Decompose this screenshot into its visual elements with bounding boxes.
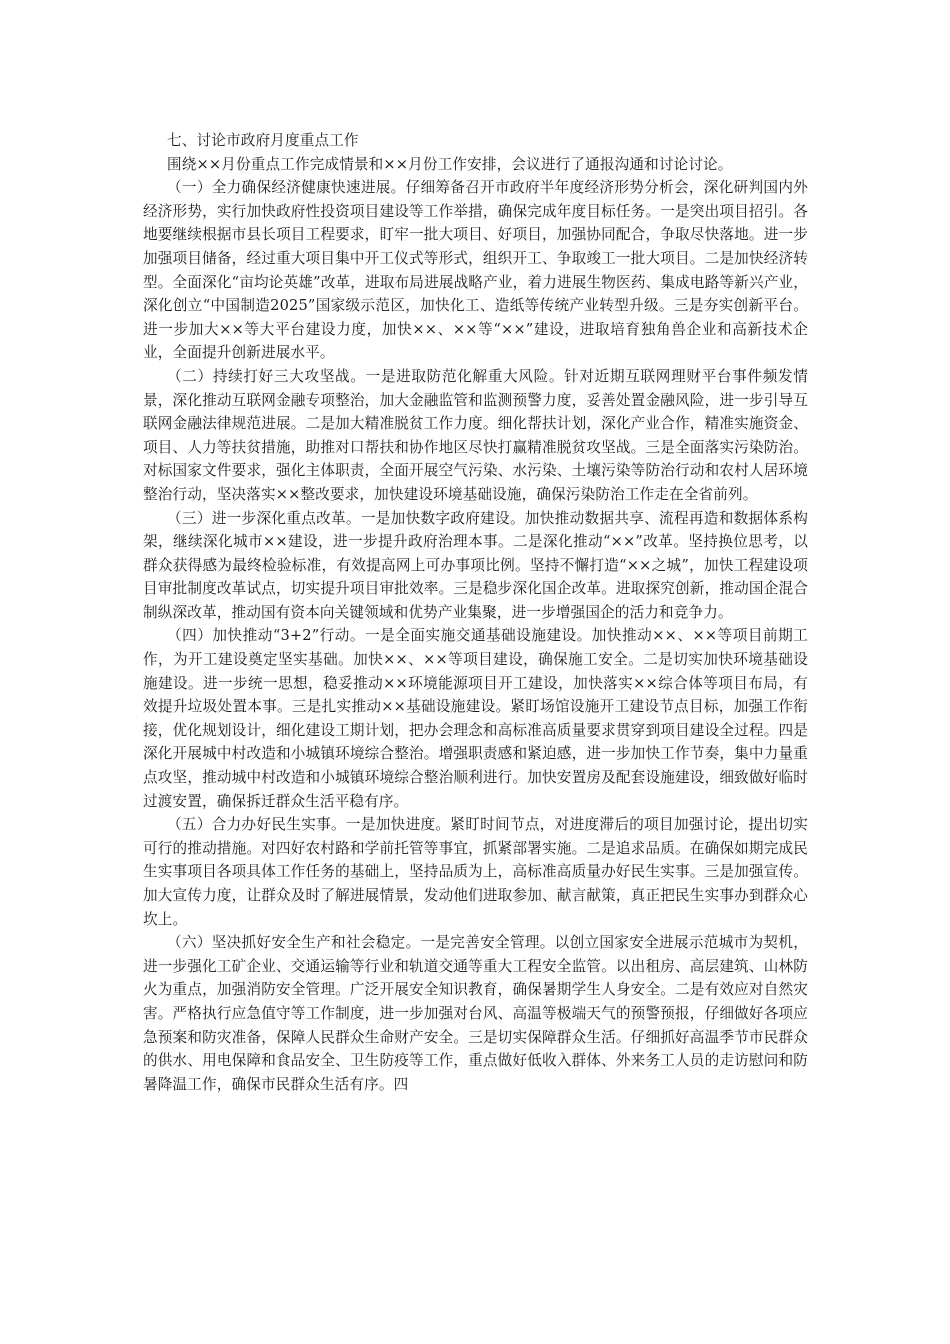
paragraph-livelihood: （五）合力办好民生实事。一是加快进度。紧盯时间节点，对进度滞后的项目加强讨论，提出切实可行的推动措施。对四好农村路和学前托管等事宜，抓紧部署实施。二是追求品质。在确保如期完成民生实事项目各项具体工作任务的基础上，坚持品质为上，高标准高质量办好民生实事。三是加强宣传。加大宣传力度，让群众及时了解进展情景，发动他们进取参加、献言献策，真正把民生实事办到群众心坎上。 bbox=[143, 816, 808, 928]
paragraph-safety-stability: （六）坚决抓好安全生产和社会稳定。一是完善安全管理。以创立国家安全进展示范城市为契机，进一步强化工矿企业、交通运输等行业和轨道交通等重大工程安全监管。以出租房、高层建筑、山林防火为重点，加强消防安全管理。广泛开展安全知识教育，确保暑期学生人身安全。二是有效应对自然灾害。严格执行应急值守等工作制度，进一步加强对台风、高温等极端天气的预警预报，仔细做好各项应急预案和防灾准备，保障人民群众生命财产安全。三是切实保障群众生活。仔细抓好高温季节市民群众的供水、用电保障和食品安全、卫生防疫等工作，重点做好低收入群体、外来务工人员的走访慰问和防暑降温工作，确保市民群众生活有序。四 bbox=[143, 934, 808, 1093]
paragraph-economy: （一）全力确保经济健康快速进展。仔细筹备召开市政府半年度经济形势分析会，深化研判国内外经济形势，实行加快政府性投资项目建设等工作举措，确保完成年度目标任务。一是突出项目招引。各地要继续根据市县长项目工程要求，盯牢一批大项目、好项目，加强协同配合，争取尽快落地。进一步加强项目储备，经过重大项目集中开工仪式等形式，组织开工、争取竣工一批大项目。二是加快经济转型。全面深化“亩均论英雄”改革，进取布局进展战略产业，着力进展生物医药、集成电路等新兴产业，深化创立“中国制造2025”国家级示范区，加快化工、造纸等传统产业转型升级。三是夯实创新平台。进一步加大××等大平台建设力度，加快××、××等“××”建设，进取培育独角兽企业和高新技术企业，全面提升创新进展水平。 bbox=[143, 179, 808, 362]
paragraph-intro: 围绕××月份重点工作完成情景和××月份工作安排，会议进行了通报沟通和讨论讨论。 bbox=[167, 155, 733, 173]
document-body bbox=[143, 129, 808, 1096]
section-title: 七、讨论市政府月度重点工作 bbox=[167, 132, 359, 149]
paragraph-three-battles: （二）持续打好三大攻坚战。一是进取防范化解重大风险。针对近期互联网理财平台事件频发情景，深化推动互联网金融专项整治，加大金融监管和监测预警力度，妥善处置金融风险，进一步引导互联网金融法律规范进展。二是加大精准脱贫工作力度。细化帮扶计划，深化产业合作，精准实施资金、项目、人力等扶贫措施，助推对口帮扶和协作地区尽快打赢精准脱贫攻坚战。三是全面落实污染防治。对标国家文件要求，强化主体职责，全面开展空气污染、水污染、土壤污染等防治行动和农村人居环境整治行动，坚决落实××整改要求，加快建设环境基础设施，确保污染防治工作走在全省前列。 bbox=[143, 367, 808, 503]
paragraph-key-reforms: （三）进一步深化重点改革。一是加快数字政府建设。加快推动数据共享、流程再造和数据体系构架，继续深化城市××建设，进一步提升政府治理本事。二是深化推动“××”改革。坚持换位思考，以群众获得感为最终检验标准，有效提高网上可办事项比例。坚持不懈打造“××之城”，加快工程建设项目审批制度改革试点，切实提升项目审批效率。三是稳步深化国企改革。进取探究创新，推动国企混合制纵深改革，推动国有资本向关键领域和优势产业集聚，进一步增强国企的活力和竞争力。 bbox=[143, 509, 808, 621]
paragraph-3plus2-action: （四）加快推动“3+2”行动。一是全面实施交通基础设施建设。加快推动××、××等项目前期工作，为开工建设奠定坚实基础。加快××、××等项目建设，确保施工安全。二是切实加快环境基础设施建设。进一步统一思想，稳妥推动××环境能源项目开工建设，加快落实××综合体等项目布局，有效提升垃圾处置本事。三是扎实推动××基础设施建设。紧盯场馆设施开工建设节点目标，加强工作衔接，优化规划设计，细化建设工期计划，把办会理念和高标准高质量要求贯穿到项目建设全过程。四是深化开展城中村改造和小城镇环境综合整治。增强职责感和紧迫感，进一步加快工作节奏，集中力量重点攻坚，推动城中村改造和小城镇环境综合整治顺利进行。加快安置房及配套设施建设，细致做好临时过渡安置，确保拆迁群众生活平稳有序。 bbox=[143, 627, 808, 810]
